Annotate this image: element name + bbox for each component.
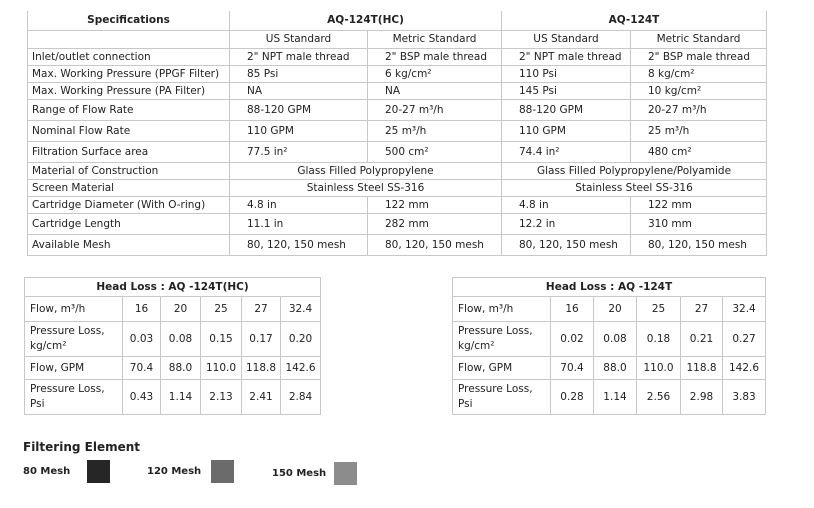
table-row bbox=[28, 142, 767, 163]
row-label: Material of Construction bbox=[28, 163, 230, 180]
cell: 25 bbox=[201, 297, 242, 322]
cell: 27 bbox=[242, 297, 281, 322]
row-label: Filtration Surface area bbox=[28, 142, 230, 163]
table-row bbox=[28, 214, 767, 235]
cell: 88.0 bbox=[161, 357, 201, 380]
spanned-cell: Stainless Steel SS-316 bbox=[502, 180, 767, 197]
spec-header-row bbox=[28, 11, 767, 31]
spec-subheader-row bbox=[28, 31, 767, 49]
cell: 11.1 in bbox=[230, 214, 368, 235]
mesh-150-label: 150 Mesh bbox=[272, 468, 327, 479]
table-row bbox=[453, 322, 766, 357]
cell: 80, 120, 150 mesh bbox=[631, 235, 767, 256]
cell: 110 GPM bbox=[502, 121, 631, 142]
cell: 118.8 bbox=[242, 357, 281, 380]
table-row bbox=[453, 297, 766, 322]
table-row bbox=[28, 66, 767, 83]
cell: 80, 120, 150 mesh bbox=[230, 235, 368, 256]
cell: 0.27 bbox=[723, 322, 766, 357]
cell: 310 mm bbox=[631, 214, 767, 235]
table-row bbox=[25, 297, 321, 322]
cell: 10 kg/cm² bbox=[631, 83, 767, 100]
cell: 20 bbox=[161, 297, 201, 322]
cell: 2.98 bbox=[681, 380, 723, 415]
spec-subheader-cell: US Standard bbox=[502, 31, 631, 49]
cell: 282 mm bbox=[368, 214, 502, 235]
mesh-80-swatch bbox=[87, 460, 110, 483]
row-label: Pressure Loss, kg/cm² bbox=[25, 322, 123, 357]
table-row bbox=[28, 83, 767, 100]
table-row bbox=[25, 357, 321, 380]
table-row bbox=[25, 322, 321, 357]
cell: 80, 120, 150 mesh bbox=[502, 235, 631, 256]
cell: 77.5 in² bbox=[230, 142, 368, 163]
head-loss-table bbox=[452, 277, 766, 415]
cell: 27 bbox=[681, 297, 723, 322]
cell: 3.83 bbox=[723, 380, 766, 415]
cell: 0.43 bbox=[123, 380, 161, 415]
cell: 142.6 bbox=[723, 357, 766, 380]
table-row bbox=[25, 380, 321, 415]
cell: 2" NPT male thread bbox=[502, 49, 631, 66]
cell: 2" BSP male thread bbox=[368, 49, 502, 66]
cell: 4.8 in bbox=[502, 197, 631, 214]
cell: 16 bbox=[551, 297, 594, 322]
row-label: Nominal Flow Rate bbox=[28, 121, 230, 142]
row-label: Max. Working Pressure (PPGF Filter) bbox=[28, 66, 230, 83]
head-loss-table-hc bbox=[24, 277, 321, 415]
mesh-150-swatch bbox=[334, 462, 357, 485]
row-label: Flow, GPM bbox=[25, 357, 123, 380]
cell: 0.02 bbox=[551, 322, 594, 357]
table-row bbox=[28, 235, 767, 256]
cell: 142.6 bbox=[281, 357, 321, 380]
cell: 2.84 bbox=[281, 380, 321, 415]
mesh-80-label: 80 Mesh bbox=[23, 466, 71, 477]
spec-header-label: Specifications bbox=[28, 11, 230, 31]
cell: 20-27 m³/h bbox=[631, 100, 767, 121]
cell: 2" BSP male thread bbox=[631, 49, 767, 66]
cell: 0.21 bbox=[681, 322, 723, 357]
spanned-cell: Glass Filled Polypropylene/Polyamide bbox=[502, 163, 767, 180]
cell: 4.8 in bbox=[230, 197, 368, 214]
row-label: Pressure Loss, kg/cm² bbox=[453, 322, 551, 357]
cell: 110 GPM bbox=[230, 121, 368, 142]
cell: 32.4 bbox=[281, 297, 321, 322]
cell: NA bbox=[230, 83, 368, 100]
row-label: Screen Material bbox=[28, 180, 230, 197]
cell: 2.41 bbox=[242, 380, 281, 415]
row-label: Range of Flow Rate bbox=[28, 100, 230, 121]
cell: 122 mm bbox=[368, 197, 502, 214]
cell: 0.28 bbox=[551, 380, 594, 415]
row-label: Max. Working Pressure (PA Filter) bbox=[28, 83, 230, 100]
cell: 85 Psi bbox=[230, 66, 368, 83]
cell: 110.0 bbox=[637, 357, 681, 380]
spec-subheader-cell: Metric Standard bbox=[631, 31, 767, 49]
filtering-element-title: Filtering Element bbox=[23, 440, 141, 454]
cell: 25 m³/h bbox=[631, 121, 767, 142]
spec-header-model: AQ-124T bbox=[502, 11, 767, 31]
spec-subheader-cell: Metric Standard bbox=[368, 31, 502, 49]
cell: 88.0 bbox=[594, 357, 637, 380]
cell: 88-120 GPM bbox=[230, 100, 368, 121]
row-label: Inlet/outlet connection bbox=[28, 49, 230, 66]
mesh-120-label: 120 Mesh bbox=[147, 466, 202, 477]
cell: 12.2 in bbox=[502, 214, 631, 235]
cell: 70.4 bbox=[123, 357, 161, 380]
spec-subheader-cell: US Standard bbox=[230, 31, 368, 49]
cell: 2.13 bbox=[201, 380, 242, 415]
cell: 74.4 in² bbox=[502, 142, 631, 163]
head-loss-title: Head Loss : AQ -124T(HC) bbox=[25, 278, 321, 297]
row-label: Cartridge Length bbox=[28, 214, 230, 235]
table-row bbox=[28, 49, 767, 66]
spec-header-model-hc: AQ-124T(HC) bbox=[230, 11, 502, 31]
spanned-cell: Glass Filled Polypropylene bbox=[230, 163, 502, 180]
cell: 32.4 bbox=[723, 297, 766, 322]
row-label: Available Mesh bbox=[28, 235, 230, 256]
table-row bbox=[28, 100, 767, 121]
head-loss-title: Head Loss : AQ -124T bbox=[453, 278, 766, 297]
cell: 0.15 bbox=[201, 322, 242, 357]
table-row bbox=[28, 163, 767, 180]
table-row bbox=[28, 121, 767, 142]
cell: 145 Psi bbox=[502, 83, 631, 100]
cell: 118.8 bbox=[681, 357, 723, 380]
cell: 0.03 bbox=[123, 322, 161, 357]
table-row bbox=[28, 197, 767, 214]
row-label: Pressure Loss, Psi bbox=[453, 380, 551, 415]
spanned-cell: Stainless Steel SS-316 bbox=[230, 180, 502, 197]
table-row bbox=[453, 380, 766, 415]
cell: 20 bbox=[594, 297, 637, 322]
row-label: Flow, GPM bbox=[453, 357, 551, 380]
cell: 25 m³/h bbox=[368, 121, 502, 142]
cell: NA bbox=[368, 83, 502, 100]
mesh-120-swatch bbox=[211, 460, 234, 483]
cell: 88-120 GPM bbox=[502, 100, 631, 121]
cell: 6 kg/cm² bbox=[368, 66, 502, 83]
cell: 20-27 m³/h bbox=[368, 100, 502, 121]
row-label: Cartridge Diameter (With O-ring) bbox=[28, 197, 230, 214]
cell: 110.0 bbox=[201, 357, 242, 380]
cell: 0.08 bbox=[161, 322, 201, 357]
cell: 110 Psi bbox=[502, 66, 631, 83]
cell: 70.4 bbox=[551, 357, 594, 380]
row-label: Pressure Loss, Psi bbox=[25, 380, 123, 415]
row-label: Flow, m³/h bbox=[453, 297, 551, 322]
cell: 0.17 bbox=[242, 322, 281, 357]
head-loss-title-row bbox=[25, 278, 321, 297]
cell: 80, 120, 150 mesh bbox=[368, 235, 502, 256]
row-label: Flow, m³/h bbox=[25, 297, 123, 322]
cell: 25 bbox=[637, 297, 681, 322]
cell: 1.14 bbox=[161, 380, 201, 415]
specifications-table bbox=[27, 11, 767, 256]
cell: 0.18 bbox=[637, 322, 681, 357]
cell: 1.14 bbox=[594, 380, 637, 415]
cell: 8 kg/cm² bbox=[631, 66, 767, 83]
cell: 2" NPT male thread bbox=[230, 49, 368, 66]
spec-subheader-blank bbox=[28, 31, 230, 49]
cell: 0.08 bbox=[594, 322, 637, 357]
cell: 2.56 bbox=[637, 380, 681, 415]
cell: 500 cm² bbox=[368, 142, 502, 163]
table-row bbox=[28, 180, 767, 197]
cell: 16 bbox=[123, 297, 161, 322]
table-row bbox=[453, 357, 766, 380]
cell: 122 mm bbox=[631, 197, 767, 214]
cell: 480 cm² bbox=[631, 142, 767, 163]
head-loss-title-row bbox=[453, 278, 766, 297]
cell: 0.20 bbox=[281, 322, 321, 357]
